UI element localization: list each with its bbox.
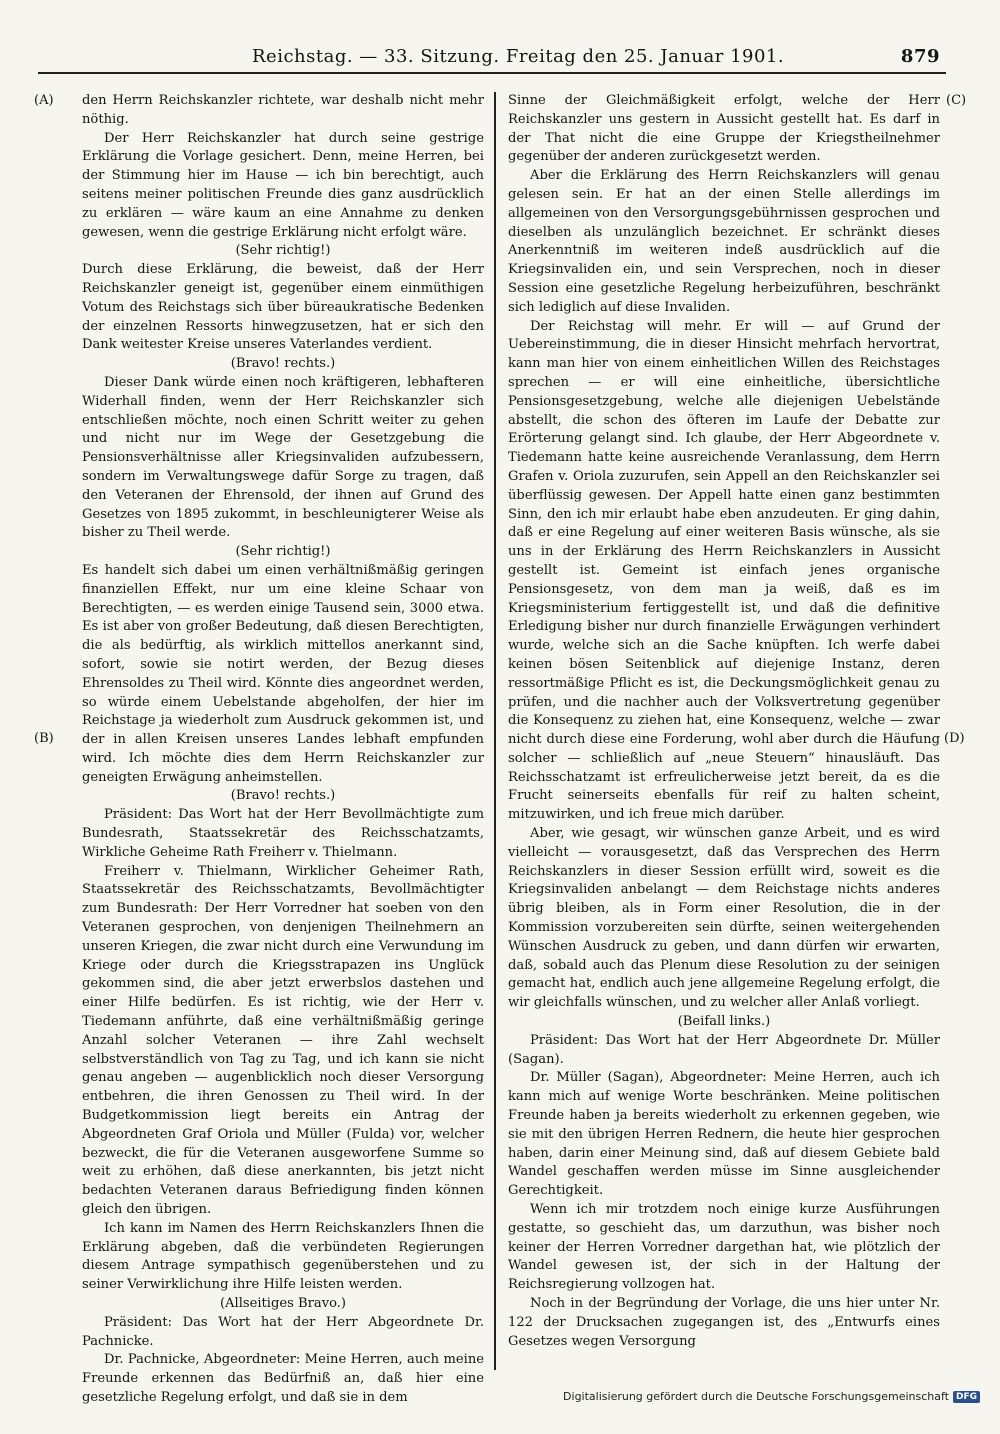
paragraph: (Beifall links.)	[677, 1014, 771, 1030]
margin-marker-c: (C)	[946, 93, 967, 108]
paragraph: Noch in der Begründung der Vorlage, die uns hier unter Nr. 122 der Drucksachen zugegangen ist, des „Entwurfs eines Gesetzes wegen Versorgung	[508, 1296, 940, 1349]
margin-marker-a: (A)	[34, 93, 54, 108]
paragraph: Dieser Dank würde einen noch kräftigeren, lebhafteren Widerhall finden, wenn der Herr Reichskanzler sich entschließen möchte, noch einen Schritt weiter zu gehen und nicht nur im Wege der Gesetzgebung die Pensionsverhältnisse aller Kriegsinvaliden aufzubessern, sondern im Verwaltungswege dafür Sorge zu tragen, daß den Veteranen der Ehrensold, der ihnen auf Grund des Gesetzes von 1895 zukommt, in beschleunigterer Weise als bisher zu Theil werde.	[82, 374, 484, 541]
header-rule	[38, 72, 946, 74]
paragraph: Wenn ich mir trotzdem noch einige kurze Ausführungen gestatte, so geschieht das, um darzuthun, was bisher noch keiner der Herren Vorredner dargethan hat, wie plötzlich der Wandel gewesen ist, der sich in der Haltung der Reichsregierung vollzogen hat.	[508, 1202, 940, 1293]
paragraph: den Herrn Reichskanzler richtete, war deshalb nicht mehr nöthig.	[82, 93, 484, 127]
paragraph: Präsident: Das Wort hat der Herr Abgeordnete Dr. Müller (Sagan).	[508, 1032, 940, 1067]
paragraph: Aber, wie gesagt, wir wünschen ganze Arbeit, und es wird vielleicht — vorausgesetzt, daß das Versprechen des Herrn Reichskanzlers in dieser Session erfüllt wird, soweit es die Kriegsinvaliden anbelangt — dem Reichstage nichts anderes übrig bleiben, als in Form einer Resolution, die in der Kommission vorzubereiten sein dürfte, seinen weitergehenden Wünschen Ausdruck zu geben, und dann dürfen wir erwarten, daß, sobald auch das Plenum diese Resolution zu der seinigen gemacht hat, endlich auch jene allgemeine Regelung erfolgt, die wir gleichfalls wünschen, und zu welcher aller Anlaß vorliegt.	[508, 826, 940, 1011]
paragraph: (Bravo! rechts.)	[230, 788, 336, 804]
paragraph: (Sehr richtig!)	[235, 544, 331, 560]
paragraph: (Sehr richtig!)	[235, 243, 331, 259]
paragraph: Der Reichstag will mehr. Er will — auf Grund der Uebereinstimmung, die in dieser Hinsicht mehrfach hervortrat, kann man hier von einem einheitlichen Willen des Reichstages sprechen — er will eine einheitliche, übersichtliche Pensionsgesetzgebung, welche alle diejenigen Uebelstände abstellt, die schon des öfteren im Laufe der Debatte zur Erörterung gelangt sind. Ich glaube, der Herr Abgeordnete v. Tiedemann hatte keine ausreichende Veranlassung, dem Herrn Grafen v. Oriola zuzurufen, sein Appell an den Reichskanzler sei überflüssig gewesen. Der Appell hatte einen ganz bestimmten Sinn, den ich mir erlaubt habe eben anzudeuten. Er ging dahin, daß er eine Regelung auf einer weiteren Basis wünsche, als sie uns in der Erklärung des Herrn Reichskanzlers in Aussicht gestellt ist. Gemeint ist einfach jenes organische Pensionsgesetz, von dem man ja weiß, daß es im Kriegsministerium fertiggestellt ist, und daß die definitive Erledigung bisher nur durch finanzielle Erwägungen verhindert wurde, welche sich an die Sache knüpften. Ich werfe dabei keinen bösen Seitenblick auf diejenige Instanz, deren ressortmäßige Pflicht es ist, die Deckungsmöglichkeit genau zu prüfen, und die nachher auch der Volksvertretung gegenüber die Konsequenz zu ziehen hat, eine Konsequenz, welche — zwar nicht durch diese eine Forderung, wohl aber durch die Häufung solcher — schließlich auf „neue Steuern“ hinausläuft. Das Reichsschatzamt ist erfreulicherweise jetzt bereit, da es die Frucht seinerseits ebenfalls für reif zu halten scheint, mitzuwirken, und ich freue mich darüber.	[508, 318, 940, 823]
page-number: 879	[900, 46, 940, 67]
margin-marker-d: (D)	[944, 731, 965, 746]
footer	[563, 1390, 980, 1403]
footer-credit: Digitalisierung gefördert durch die Deutsche Forschungsgemeinschaft	[563, 1390, 949, 1403]
paragraph: (Bravo! rechts.)	[230, 356, 336, 372]
running-title: Reichstag. — 33. Sitzung. Freitag den 25. Januar 1901.	[252, 46, 785, 67]
paragraph: Sinne der Gleichmäßigkeit erfolgt, welche der Herr Reichskanzler uns gestern in Aussicht gestellt hat. Es darf in der That nicht die eine Gruppe der Kriegstheilnehmer gegenüber der anderen zurückgesetzt werden.	[508, 93, 940, 165]
right-column	[508, 92, 940, 1351]
paragraph: (Allseitiges Bravo.)	[219, 1296, 347, 1311]
paragraph: Aber die Erklärung des Herrn Reichskanzlers will genau gelesen sein. Er hat an der einen Stelle allerdings im allgemeinen von den Versorgungsgebührnissen gesprochen und dieselben als unzulänglich bezeichnet. Er schränkt dieses Anerkenntniß im weiteren indeß ausdrücklich auf die Kriegsinvaliden ein, und sein Versprechen, noch in dieser Session eine gesetzliche Regelung herbeizuführen, beschränkt sich lediglich auf diese Invaliden.	[508, 168, 940, 315]
left-column	[82, 92, 484, 1408]
paragraph: Der Herr Reichskanzler hat durch seine gestrige Erklärung die Vorlage gesichert. Denn, meine Herren, bei der Stimmung hier im Hause — ich bin berechtigt, auch seitens meiner politischen Freunde dies ganz ausdrücklich zu erklären — wäre kaum an eine Annahme zu denken gewesen, wenn die gestrige Erklärung nicht erfolgt wäre.	[82, 130, 484, 240]
margin-marker-b: (B)	[34, 731, 54, 746]
paragraph: Es handelt sich dabei um einen verhältnißmäßig geringen finanziellen Effekt, nur um eine kleine Schaar von Berechtigten, — es werden einige Tausend sein, 3000 etwa. Es ist aber von großer Bedeutung, daß diesen Berechtigten, die als bedürftig, als wirklich mittellos anerkannt sind, sofort, sowie sie notirt werden, der Bezug dieses Ehrensoldes zu Theil wird. Könnte dies angeordnet werden, so würde einem Uebelstande abgeholfen, der hier im Reichstage ja wiederholt zum Ausdruck gekommen ist, und der in allen Kreisen unseres Landes lebhaft empfunden wird. Ich möchte dies dem Herrn Reichskanzler zur geneigten Erwägung anheimstellen.	[82, 562, 484, 785]
column-divider	[494, 92, 496, 1370]
paragraph: Dr. Pachnicke, Abgeordneter: Meine Herren, auch meine Freunde erkennen das Bedürfniß an, daß hier eine gesetzliche Regelung erfolgt, und daß sie in dem	[82, 1352, 484, 1405]
dfg-logo: DFG	[953, 1391, 980, 1403]
paragraph: Durch diese Erklärung, die beweist, daß der Herr Reichskanzler geneigt ist, gegenüber einem einmüthigen Votum des Reichstags sich über büreaukratische Bedenken der einzelnen Ressorts hinwegzusetzen, hat er sich den Dank weitester Kreise unseres Vaterlandes verdient.	[82, 262, 484, 353]
paragraph: Dr. Müller (Sagan), Abgeordneter: Meine Herren, auch ich kann mich auf wenige Worte beschränken. Meine politischen Freunde haben ja bereits wiederholt zu erkennen gegeben, wie sie mit den übrigen Herren Rednern, die heute hier gesprochen haben, darin einer Meinung sind, daß auf diesem Gebiete bald Wandel geschaffen werden müsse im Sinne ausgleichender Gerechtigkeit.	[508, 1070, 940, 1199]
paragraph: Freiherr v. Thielmann, Wirklicher Geheimer Rath, Staatssekretär des Reichsschatzamts, Bevollmächtigter zum Bundesrath: Der Herr Vorredner hat soeben von den Veteranen gesprochen, von denjenigen Theilnehmern an unseren Kriegen, die zwar nicht durch eine Verwundung im Kriege oder durch die Kriegsstrapazen ins Unglück gekommen sind, die aber jetzt erwerbslos dastehen und einer Hilfe bedürfen. Es ist richtig, wie der Herr v. Tiedemann anführte, daß eine verhältnißmäßig geringe Anzahl solcher Veteranen — ihre Zahl wechselt selbstverständlich von Tag zu Tag, und ich kann sie nicht genau angeben — augenblicklich noch dieser Versorgung entbehren, die ihren Genossen zu Theil wird. In der Budgetkommission liegt bereits ein Antrag der Abgeordneten Graf Oriola und Müller (Fulda) vor, welcher bezweckt, die für die Veteranen ausgeworfene Summe so weit zu erhöhen, daß diese anerkannten, bis jetzt nicht bedachten Veteranen daraus Befriedigung finden können gleich den übrigen.	[82, 863, 484, 1218]
paragraph: Präsident: Das Wort hat der Herr Abgeordnete Dr. Pachnicke.	[82, 1314, 484, 1349]
page-header	[252, 44, 952, 70]
paragraph: Präsident: Das Wort hat der Herr Bevollmächtigte zum Bundesrath, Staatssekretär des Reichsschatzamts, Wirkliche Geheime Rath Freiherr v. Thielmann.	[82, 807, 484, 860]
paragraph: Ich kann im Namen des Herrn Reichskanzlers Ihnen die Erklärung abgeben, daß die verbündeten Regierungen diesem Antrage sympathisch gegenüberstehen und zu seiner Verwirklichung ihre Hilfe leisten werden.	[82, 1220, 484, 1293]
